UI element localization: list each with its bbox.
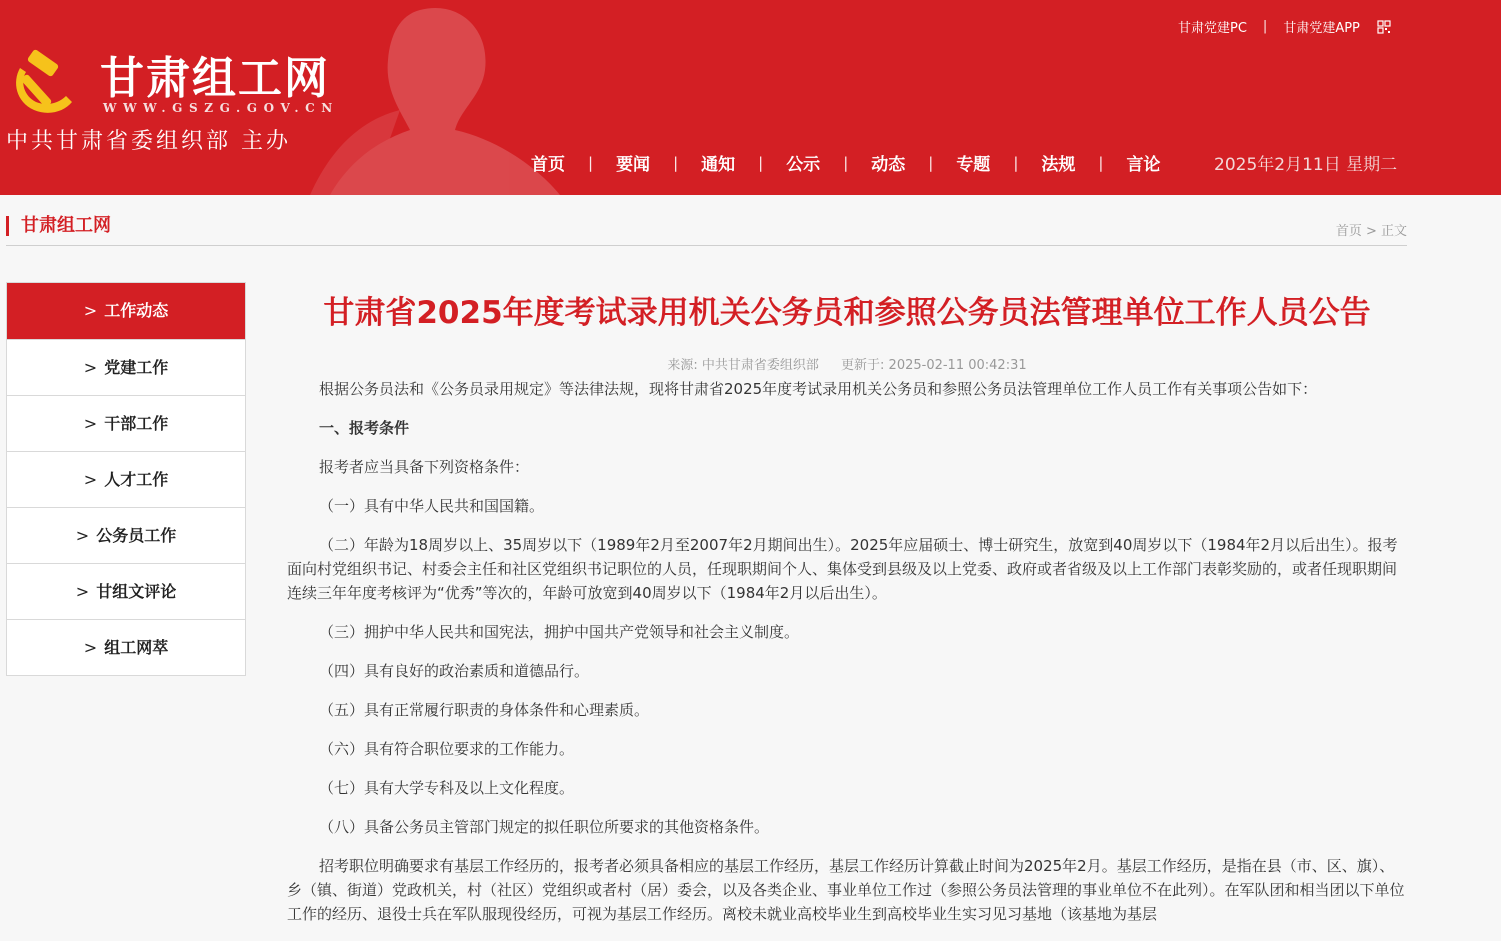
sidebar-item-talent-work[interactable] xyxy=(7,451,245,507)
sidebar-item-party-building[interactable] xyxy=(7,339,245,395)
sidebar-item-label: 干部工作 xyxy=(104,414,169,433)
nav-item-updates[interactable]: 动态 xyxy=(871,155,906,175)
section-title: 甘肃组工网 xyxy=(6,216,111,236)
top-link-separator: | xyxy=(1262,19,1268,34)
sidebar-item-label: 工作动态 xyxy=(104,301,169,320)
chevron-right-icon: > xyxy=(83,638,98,657)
site-url: WWW.GSZG.GOV.CN xyxy=(103,101,339,115)
top-link-app[interactable]: 甘肃党建APP xyxy=(1283,21,1360,36)
nav-separator: | xyxy=(1013,153,1019,172)
sidebar-item-label: 甘组文评论 xyxy=(96,582,177,601)
article-paragraph: （六）具有符合职位要求的工作能力。 xyxy=(319,740,575,758)
article-meta xyxy=(287,354,1407,373)
article-paragraph: （三）拥护中华人民共和国宪法，拥护中国共产党领导和社会主义制度。 xyxy=(319,623,800,641)
article-body xyxy=(287,377,1407,926)
sidebar-item-work-updates[interactable] xyxy=(7,283,245,339)
article-paragraph: （四）具有良好的政治素质和道德品行。 xyxy=(319,662,590,680)
nav-separator: | xyxy=(843,153,849,172)
nav-item-home[interactable]: 首页 xyxy=(531,155,565,175)
article-paragraph: （二）年龄为18周岁以上、35周岁以下（1989年2月至2007年2月期间出生）。2025年应届硕士、博士研究生，放宽到40周岁以下（1984年2月以后出生）。报考面向村党组织书记、村委会主任和社区党组织书记职位的人员，任现职期间个人、集体受到县级及以上党委、政府或者省级及以上工作部门表彰奖励的，或者任现职期间连续三年年度考核评为“优秀”等次的，年龄可放宽到40周岁以下（1984年2月以后出生）。 xyxy=(287,536,1398,602)
article-paragraph: （五）具有正常履行职责的身体条件和心理素质。 xyxy=(319,701,650,719)
nav-separator: | xyxy=(588,153,594,172)
nav-item-news[interactable]: 要闻 xyxy=(616,155,651,175)
sidebar-item-label: 人才工作 xyxy=(104,470,169,489)
chevron-right-icon: > xyxy=(83,470,98,489)
section-bar xyxy=(6,212,1407,246)
party-emblem-icon xyxy=(6,46,80,120)
chevron-right-icon: > xyxy=(83,358,98,377)
top-links xyxy=(1178,17,1390,36)
top-link-pc[interactable]: 甘肃党建PC xyxy=(1178,21,1247,36)
article-paragraph: 招考职位明确要求有基层工作经历的，报考者必须具备相应的基层工作经历，基层工作经历计算截止时间为2025年2月。基层工作经历，是指在县（市、区、旗）、乡（镇、街道）党政机关，村（社区）党组织或者村（居）委会，以及各类企业、事业单位工作过（参照公务员法管理的事业单位不在此列）。在军队团和相当团以下单位工作的经历、退役士兵在军队服现役经历，可视为基层工作经历。离校未就业高校毕业生到高校毕业生实习见习基地（该基地为基层 xyxy=(287,857,1405,923)
sidebar-item-commentary[interactable] xyxy=(7,563,245,619)
chevron-right-icon: > xyxy=(75,526,90,545)
sponsor-text: 中共甘肃省委组织部 主办 xyxy=(6,129,291,154)
sidebar-item-label: 公务员工作 xyxy=(96,526,177,545)
article-subheading: 一、报考条件 xyxy=(319,419,410,437)
article-paragraph: 报考者应当具备下列资格条件： xyxy=(319,458,530,476)
sidebar-menu xyxy=(6,282,246,676)
article-paragraph: 根据公务员法和《公务员录用规定》等法律法规，现将甘肃省2025年度考试录用机关公务员和参照公务员法管理单位工作人员工作有关事项公告如下： xyxy=(319,380,1318,398)
sidebar-item-label: 组工网萃 xyxy=(104,638,169,657)
site-title: 甘肃组工网 xyxy=(100,53,330,104)
chevron-right-icon: > xyxy=(75,582,90,601)
nav-separator: | xyxy=(928,153,934,172)
current-date: 2025年2月11日 星期二 xyxy=(1214,155,1398,175)
nav-item-notices[interactable]: 通知 xyxy=(701,155,736,175)
article-paragraph: （八）具备公务员主管部门规定的拟任职位所要求的其他资格条件。 xyxy=(319,818,770,836)
nav-separator: | xyxy=(758,153,764,172)
sidebar-item-civil-servant-work[interactable] xyxy=(7,507,245,563)
chevron-right-icon: > xyxy=(83,301,98,320)
article-updated: 更新于: 2025-02-11 00:42:31 xyxy=(841,358,1027,373)
nav-separator: | xyxy=(673,153,679,172)
qr-code-icon[interactable] xyxy=(1378,21,1390,33)
article xyxy=(287,282,1407,941)
nav-separator: | xyxy=(1098,153,1104,172)
sidebar-item-cadre-work[interactable] xyxy=(7,395,245,451)
site-header xyxy=(0,0,1501,195)
chevron-right-icon: > xyxy=(83,414,98,433)
nav-item-regulations[interactable]: 法规 xyxy=(1041,155,1076,175)
nav-item-commentary[interactable]: 言论 xyxy=(1126,155,1161,175)
article-paragraph: （七）具有大学专科及以上文化程度。 xyxy=(319,779,575,797)
nav-item-publicity[interactable]: 公示 xyxy=(786,155,821,175)
sidebar-item-selections[interactable] xyxy=(7,619,245,675)
nav-item-topics[interactable]: 专题 xyxy=(956,155,991,175)
breadcrumb[interactable]: 首页 > 正文 xyxy=(1335,224,1407,239)
article-title: 甘肃省2025年度考试录用机关公务员和参照公务员法管理单位工作人员公告 xyxy=(323,295,1371,331)
article-paragraph: （一）具有中华人民共和国国籍。 xyxy=(319,497,545,515)
article-source: 来源: 中共甘肃省委组织部 xyxy=(667,358,819,373)
sidebar-item-label: 党建工作 xyxy=(104,358,169,377)
main-nav xyxy=(531,150,1160,175)
